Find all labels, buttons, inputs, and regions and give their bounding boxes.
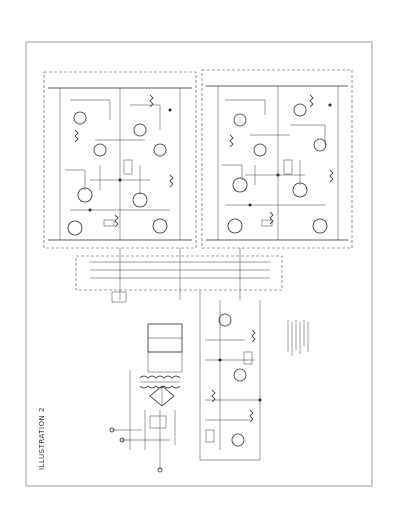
notes-block	[288, 320, 308, 356]
left-channel-amplifier	[44, 72, 196, 248]
page-frame	[26, 42, 372, 486]
power-supply	[110, 324, 182, 472]
sheet-caption	[38, 407, 46, 470]
caption-text: ILLUSTRATION 2	[38, 407, 46, 470]
interconnect-bus	[76, 248, 282, 302]
regulator	[200, 290, 262, 460]
right-channel-amplifier	[202, 70, 352, 248]
